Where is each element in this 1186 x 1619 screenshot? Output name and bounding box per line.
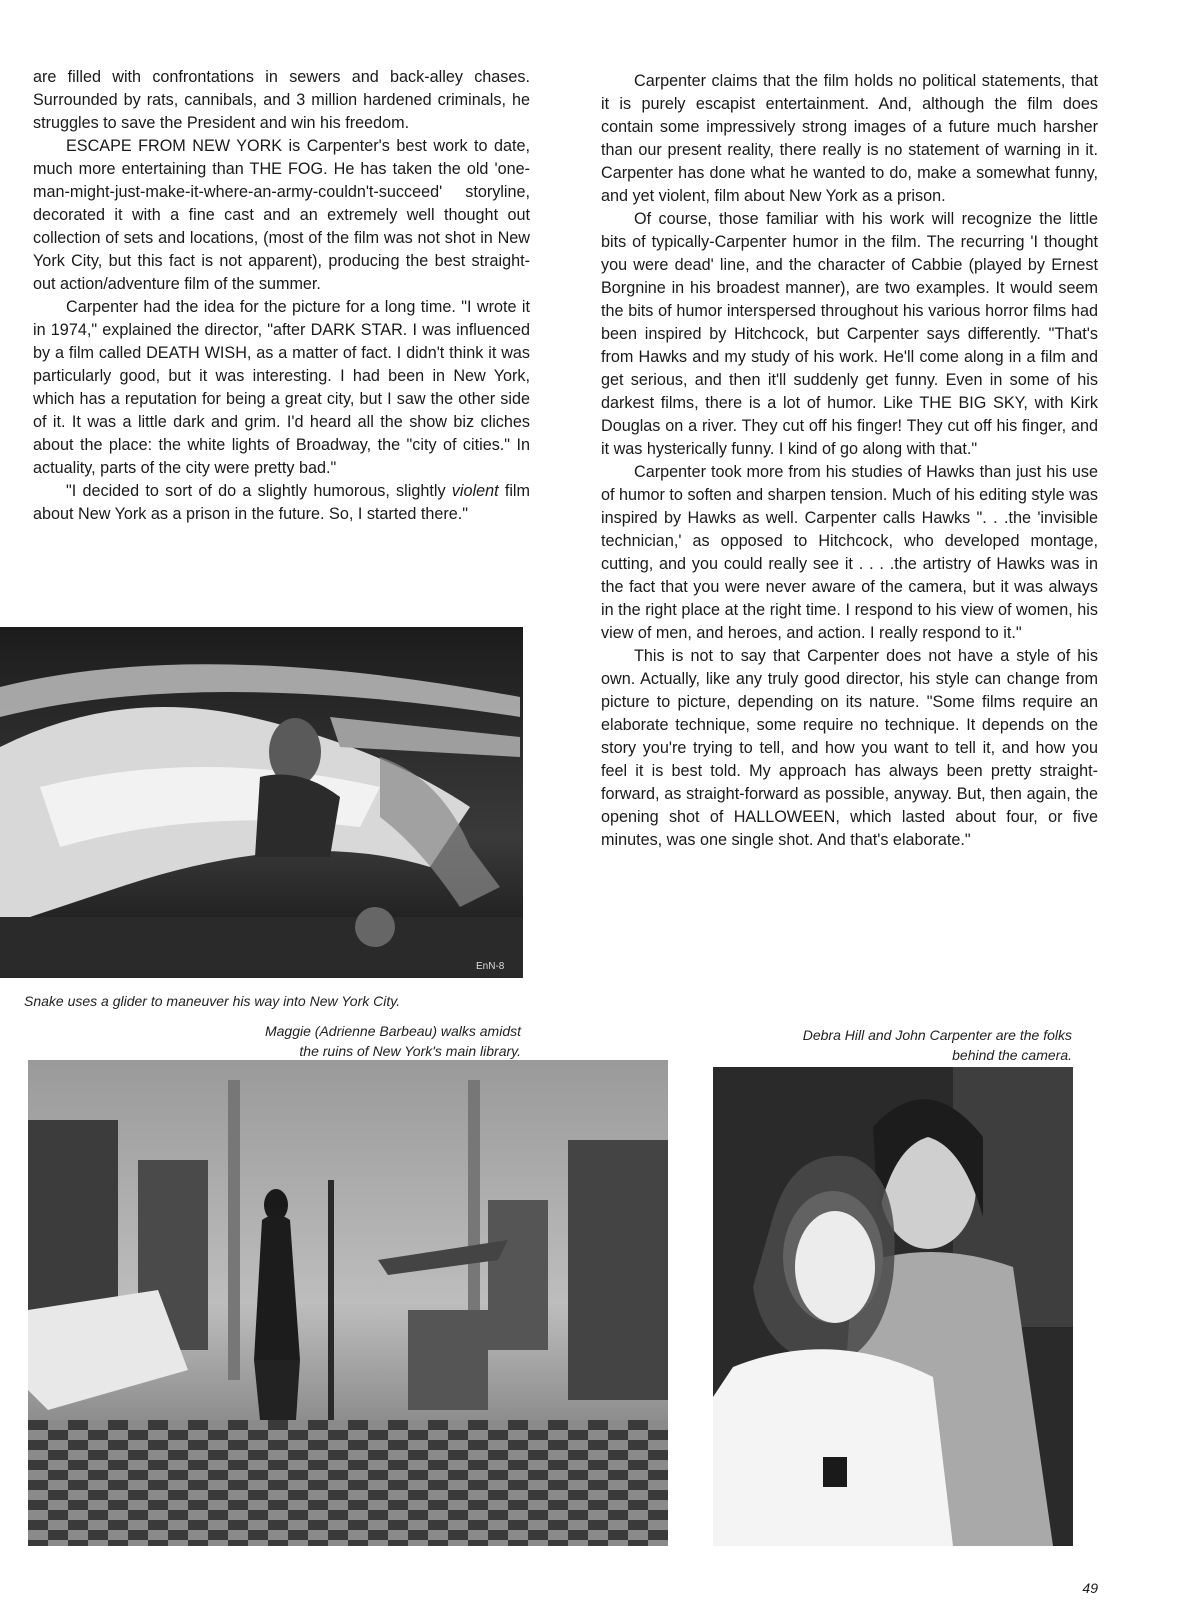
caption-line: Debra Hill and John Carpenter are the folks (802, 1027, 1072, 1043)
paragraph: Carpenter had the idea for the picture for a long time. "I wrote it in 1974," explained the director, "after DARK STAR. I was influenced by a film called DEATH WISH, as a matter of fact. I didn't think it was particularly good, but it was interesting. I had been in New York, which has a reputation for being a great city, but I saw the other side of it. It was a little dark and grim. I'd heard all the show biz cliches about the place: the white lights of Broadway, the "city of cities." In actuality, parts of the city were pretty bad." (33, 298, 530, 477)
text-run: film about New York as a prison in the future. So, I started there." (33, 482, 531, 523)
library-image (28, 1060, 668, 1546)
photo-stamp: EnN-8 (476, 961, 505, 972)
paragraph: Carpenter took more from his studies of Hawks than just his use of humor to soften and sharpen tension. Much of his editing style was inspired by Hawks as well. Carpenter calls Hawks ". . .the 'invisible technician,' as opposed to Hitchcock, who developed montage, cutting, and you could really see it . . . .the artistry of Hawks was in the fact that you were never aware of the camera, but it was always in the right place at the right time. I respond to his view of women, his view of men, and heroes, and action. I really respond to it." (601, 463, 1098, 642)
library-caption (100, 1021, 521, 1061)
left-text-column (33, 66, 530, 526)
glider-caption: Snake uses a glider to maneuver his way into New York City. (24, 993, 401, 1009)
caption-line: behind the camera. (952, 1047, 1072, 1063)
paragraph (33, 480, 530, 526)
paragraph: are filled with confrontations in sewers and back-alley chases. Surrounded by rats, cannibals, and 3 million hardened criminals, he struggles to save the President and win his freedom. (33, 68, 530, 132)
page-number: 49 (1082, 1580, 1098, 1596)
glider-image (0, 627, 523, 978)
glider-photo (0, 627, 523, 978)
library-photo (28, 1060, 668, 1546)
text-run: "I decided to sort of do a slightly humorous, slightly (66, 482, 452, 500)
paragraph: This is not to say that Carpenter does not have a style of his own. Actually, like any truly good director, his style can change from picture to picture, depending on its nature. "Some films require an elaborate technique, some require no technique. It depends on the story you're trying to tell, and how you want to tell it, and how you feel it is best told. My approach has always been pretty straight-forward, as straight-forward as possible, anyway. But, then again, the opening shot of HALLOWEEN, which lasted about four, or five minutes, was one single shot. And that's elaborate." (601, 647, 1098, 849)
caption-line: Maggie (Adrienne Barbeau) walks amidst (264, 1023, 521, 1039)
portrait-photo (713, 1067, 1073, 1546)
paragraph: Carpenter claims that the film holds no political statements, that it is purely escapist entertainment. And, although the film does contain some impressively strong images of a future much harsher than our present reality, there really is no statement of warning in it. Carpenter has done what he wanted to do, make a somewhat funny, and yet violent, film about New York as a prison. (601, 72, 1098, 205)
paragraph: ESCAPE FROM NEW YORK is Carpenter's best work to date, much more entertaining than THE FOG. He has taken the old 'one-man-might-just-make-it-where-an-army-couldn't-succeed' storyline, decorated it with a fine cast and an extremely well thought out collection of sets and locations, (most of the film was not shot in New York City, but this fact is not apparent), producing the best straight-out action/adventure film of the summer. (33, 137, 530, 293)
caption-line: the ruins of New York's main library. (299, 1043, 521, 1059)
paragraph: Of course, those familiar with his work will recognize the little bits of typically-Carpenter humor in the film. The recurring 'I thought you were dead' line, and the character of Cabbie (played by Ernest Borgnine in his broadest manner), are two examples. It would seem the bits of humor interspersed throughout his various horror films had been inspired by Hitchcock, but Carpenter says differently. "That's from Hawks and my study of his work. He'll come along in a film and get serious, and then it'll suddenly get funny. Even in some of his darkest films, there is a lot of humor. Like THE BIG SKY, with Kirk Douglas on a river. They cut off his finger! They cut off his finger, and it was hysterically funny. I kind of go along with that." (601, 210, 1098, 458)
portrait-image (713, 1067, 1073, 1546)
italic-word: violent (451, 482, 499, 500)
portrait-caption (700, 1025, 1072, 1065)
right-text-column (601, 70, 1098, 852)
